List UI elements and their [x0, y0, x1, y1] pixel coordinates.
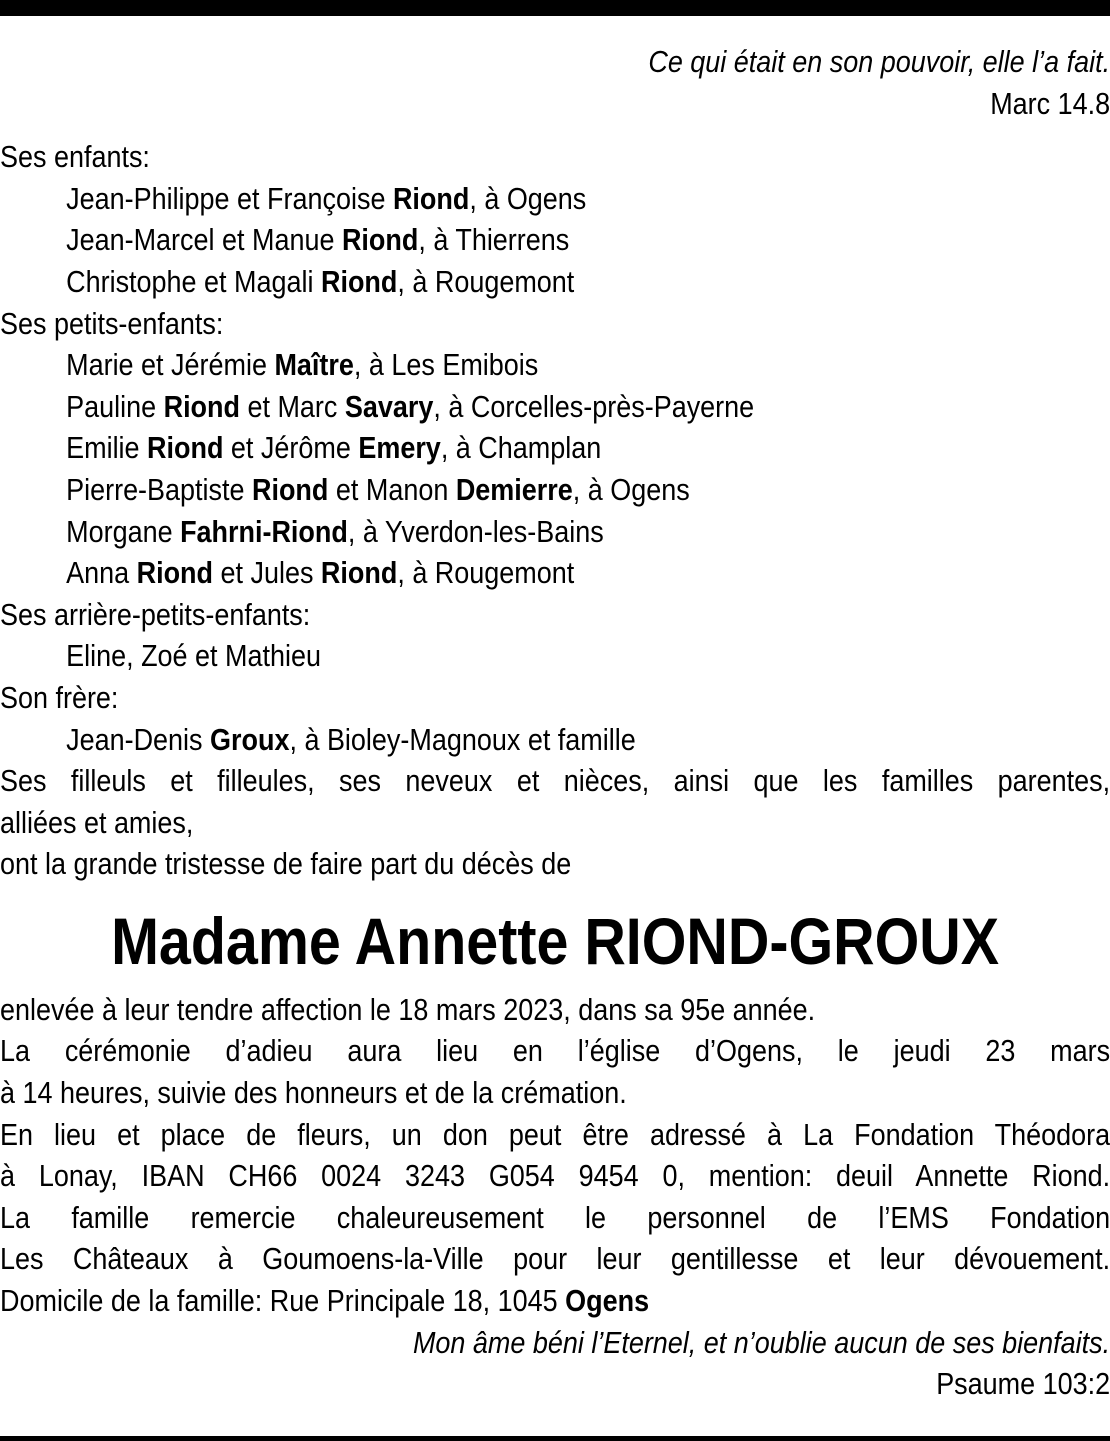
text-line	[0, 1155, 1110, 1197]
obituary-notice	[0, 41, 1110, 1405]
family-member-line	[0, 635, 1110, 677]
surname: Savary	[344, 388, 434, 424]
text-segment: , à Rougemont	[397, 555, 575, 591]
surname: Riond	[163, 388, 240, 424]
text-segment: et Marc	[239, 388, 345, 424]
text-segment: En lieu et place de fleurs, un don peut être adressé à La Fondation Théodora	[0, 1116, 1110, 1152]
text-line	[0, 1114, 1110, 1156]
family-member-line	[0, 219, 1110, 261]
text-segment: , à Ogens	[469, 180, 587, 216]
text-segment: Emilie	[66, 430, 148, 466]
family-member-line	[0, 386, 1110, 428]
text-segment: , à Yverdon-les-Bains	[347, 513, 604, 549]
closing-reference: Psaume 103:2	[936, 1366, 1110, 1402]
surname: Riond	[251, 471, 329, 507]
family-list	[0, 136, 1110, 885]
text-segment: Pierre-Baptiste	[66, 471, 252, 507]
text-line	[0, 1030, 1110, 1072]
epigraph-quote: Ce qui était en son pouvoir, elle l’a fait.	[648, 44, 1110, 79]
surname: Riond	[392, 180, 470, 216]
surname: Groux	[210, 721, 290, 757]
family-member-line	[0, 344, 1110, 386]
surname: Ogens	[565, 1283, 650, 1319]
funeral-details	[0, 989, 1110, 1322]
text-segment: Jean-Philippe et Françoise	[66, 180, 393, 216]
text-segment: enlevée à leur tendre affection le 18 mars 2023, dans sa 95e année.	[0, 991, 816, 1027]
text-segment: La cérémonie d’adieu aura lieu en l’église d’Ogens, le jeudi 23 mars	[0, 1033, 1110, 1069]
text-line	[0, 136, 1110, 178]
text-segment: Jean-Marcel et Manue	[66, 222, 342, 258]
surname: Riond	[136, 555, 214, 591]
text-line	[0, 989, 1110, 1031]
epigraph-reference: Marc 14.8	[990, 85, 1110, 121]
text-segment: Les Châteaux à Goumoens-la-Ville pour leur gentillesse et leur dévouement.	[0, 1241, 1110, 1277]
family-member-line	[0, 427, 1110, 469]
text-segment: à 14 heures, suivie des honneurs et de la crémation.	[0, 1075, 627, 1111]
text-segment: Ses petits-enfants:	[0, 305, 224, 341]
text-segment: , à Ogens	[572, 471, 690, 507]
surname: Riond	[341, 222, 419, 258]
text-segment: Jean-Denis	[66, 721, 211, 757]
text-segment: et Jérôme	[223, 430, 359, 466]
text-line	[0, 1197, 1110, 1239]
text-line	[0, 594, 1110, 636]
text-line	[0, 1072, 1110, 1114]
surname: Maître	[274, 347, 354, 383]
text-line	[0, 1280, 1110, 1322]
text-segment: Ses filleuls et filleules, ses neveux et nièces, ainsi que les familles parentes,	[0, 763, 1110, 799]
text-line	[0, 760, 1110, 802]
text-segment: Christophe et Magali	[66, 263, 321, 299]
top-rule	[0, 0, 1110, 16]
text-line	[0, 802, 1110, 844]
text-segment: , à Corcelles-près-Payerne	[433, 388, 755, 424]
text-segment: Morgane	[66, 513, 181, 549]
text-segment: La famille remercie chaleureusement le personnel de l’EMS Fondation	[0, 1199, 1110, 1235]
family-member-line	[0, 719, 1110, 761]
text-line	[0, 843, 1110, 885]
text-segment: Domicile de la famille: Rue Principale 18, 1045	[0, 1283, 566, 1319]
family-member-line	[0, 469, 1110, 511]
text-segment: , à Champlan	[440, 430, 602, 466]
text-segment: , à Les Emibois	[353, 347, 539, 383]
text-segment: , à Bioley-Magnoux et famille	[289, 721, 636, 757]
surname: Riond	[147, 430, 224, 466]
bottom-rule	[0, 1436, 1110, 1441]
text-segment: Eline, Zoé et Mathieu	[66, 638, 321, 674]
text-segment: , à Rougemont	[397, 263, 575, 299]
text-segment: et Jules	[213, 555, 321, 591]
text-segment: Pauline	[66, 388, 164, 424]
text-segment: et Manon	[328, 471, 456, 507]
surname: Emery	[358, 430, 441, 466]
family-member-line	[0, 552, 1110, 594]
family-member-line	[0, 178, 1110, 220]
text-segment: ont la grande tristesse de faire part du décès de	[0, 846, 572, 882]
text-segment: Marie et Jérémie	[66, 347, 275, 383]
closing-quote: Mon âme béni l’Eternel, et n’oublie aucun de ses bienfaits.	[412, 1324, 1110, 1360]
surname: Demierre	[455, 471, 573, 507]
text-line	[0, 677, 1110, 719]
family-member-line	[0, 511, 1110, 553]
text-segment: Ses arrière-petits-enfants:	[0, 596, 311, 632]
text-segment: Anna	[66, 555, 137, 591]
text-line	[0, 303, 1110, 345]
family-member-line	[0, 261, 1110, 303]
text-segment: à Lonay, IBAN CH66 0024 3243 G054 9454 0, mention: deuil Annette Riond.	[0, 1158, 1110, 1194]
text-segment: alliées et amies,	[0, 804, 194, 840]
surname: Riond	[320, 555, 398, 591]
deceased-name: Madame Annette RIOND-GROUX	[111, 903, 1000, 978]
surname: Riond	[320, 263, 398, 299]
text-segment: Ses enfants:	[0, 139, 150, 175]
text-segment: Son frère:	[0, 679, 119, 715]
text-line	[0, 1238, 1110, 1280]
surname: Fahrni-Riond	[180, 513, 348, 549]
text-segment: , à Thierrens	[418, 222, 570, 258]
